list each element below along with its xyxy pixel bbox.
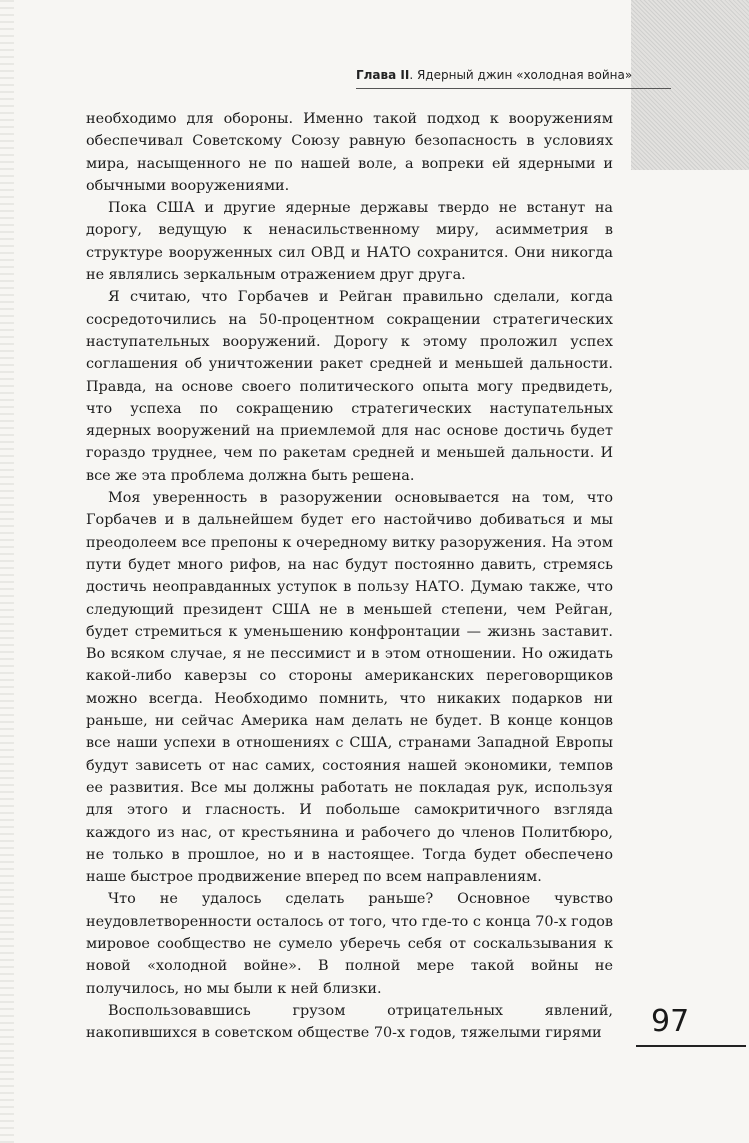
chapter-label: Глава II xyxy=(356,68,410,82)
chapter-title: . Ядерный джин «холодная война» xyxy=(409,68,633,82)
body-text xyxy=(86,108,613,1044)
paragraph: Пока США и другие ядерные державы твердо не встанут на дорогу, ведущую к ненасильственному миру, асимметрия в структуре вооруженных сил ОВД и НАТО сохранится. Они никогда не являлись зеркальным отражением друг друга. xyxy=(86,200,613,284)
paragraph: необходимо для обороны. Именно такой подход к вооружениям обеспечивал Советскому Союзу равную безопасность в условиях мира, насыщенного не по нашей воле, а вопреки ей ядерными и обычными вооружениями. xyxy=(86,111,613,194)
scan-edge-noise xyxy=(0,0,14,1143)
paragraph: Что не удалось сделать раньше? Основное чувство неудовлетворенности осталось от того, что где-то с конца 70-х годов мировое сообщество не сумело уберечь себя от соскальзывания к новой «холодной войне». В полной мере такой войны не получилось, но мы были к ней близки. xyxy=(86,891,613,997)
running-header xyxy=(356,68,671,82)
paragraph: Моя уверенность в разоружении основывается на том, что Горбачев и в дальнейшем будет его настойчиво добиваться и мы преодолеем все препоны к очередному витку разоружения. На этом пути будет много рифов, на нас будут постоянно давить, стремясь достичь неоправданных уступок в пользу НАТО. Думаю также, что следующий президент США не в меньшей степени, чем Рейган, будет стремиться к уменьшению конфронтации — жизнь заставит. Во всяком случае, я не пессимист и в этом отношении. Но ожидать какой-либо каверзы со стороны американских переговорщиков можно всегда. Необходимо помнить, что никаких подарков ни раньше, ни сейчас Америка нам делать не будет. В конце концов все наши успехи в отношениях с США, странами Западной Европы будут зависеть от нас самих, состояния нашей экономики, темпов ее развития. Все мы должны работать не покладая рук, используя для этого и гласность. И побольше самокритичного взгляда каждого из нас, от крестьянина и рабочего до членов Политбюро, не только в прошлое, но и в настоящее. Тогда будет обеспечено наше быстрое продвижение вперед по всем направлениям. xyxy=(86,490,613,886)
paragraph: Я считаю, что Горбачев и Рейган правильно сделали, когда сосредоточились на 50-процентном сокращении стратегических наступательных вооружений. Дорогу к этому проложил успех соглашения об уничтожении ракет средней и меньшей дальности. Правда, на основе своего политического опыта могу предвидеть, что успеха по сокращению стратегических наступательных ядерных вооружений на приемлемой для нас основе достичь будет гораздо труднее, чем по ракетам средней и меньшей дальности. И все же эта проблема должна быть решена. xyxy=(86,289,613,484)
page-number-rule xyxy=(636,1045,746,1047)
page-number: 97 xyxy=(651,1004,690,1039)
paragraph: Воспользовавшись грузом отрицательных явлений, накопившихся в советском обществе 70-х годов, тяжелыми гирями xyxy=(86,1002,613,1042)
scan-corner-shading xyxy=(631,0,749,170)
header-rule xyxy=(356,88,671,89)
